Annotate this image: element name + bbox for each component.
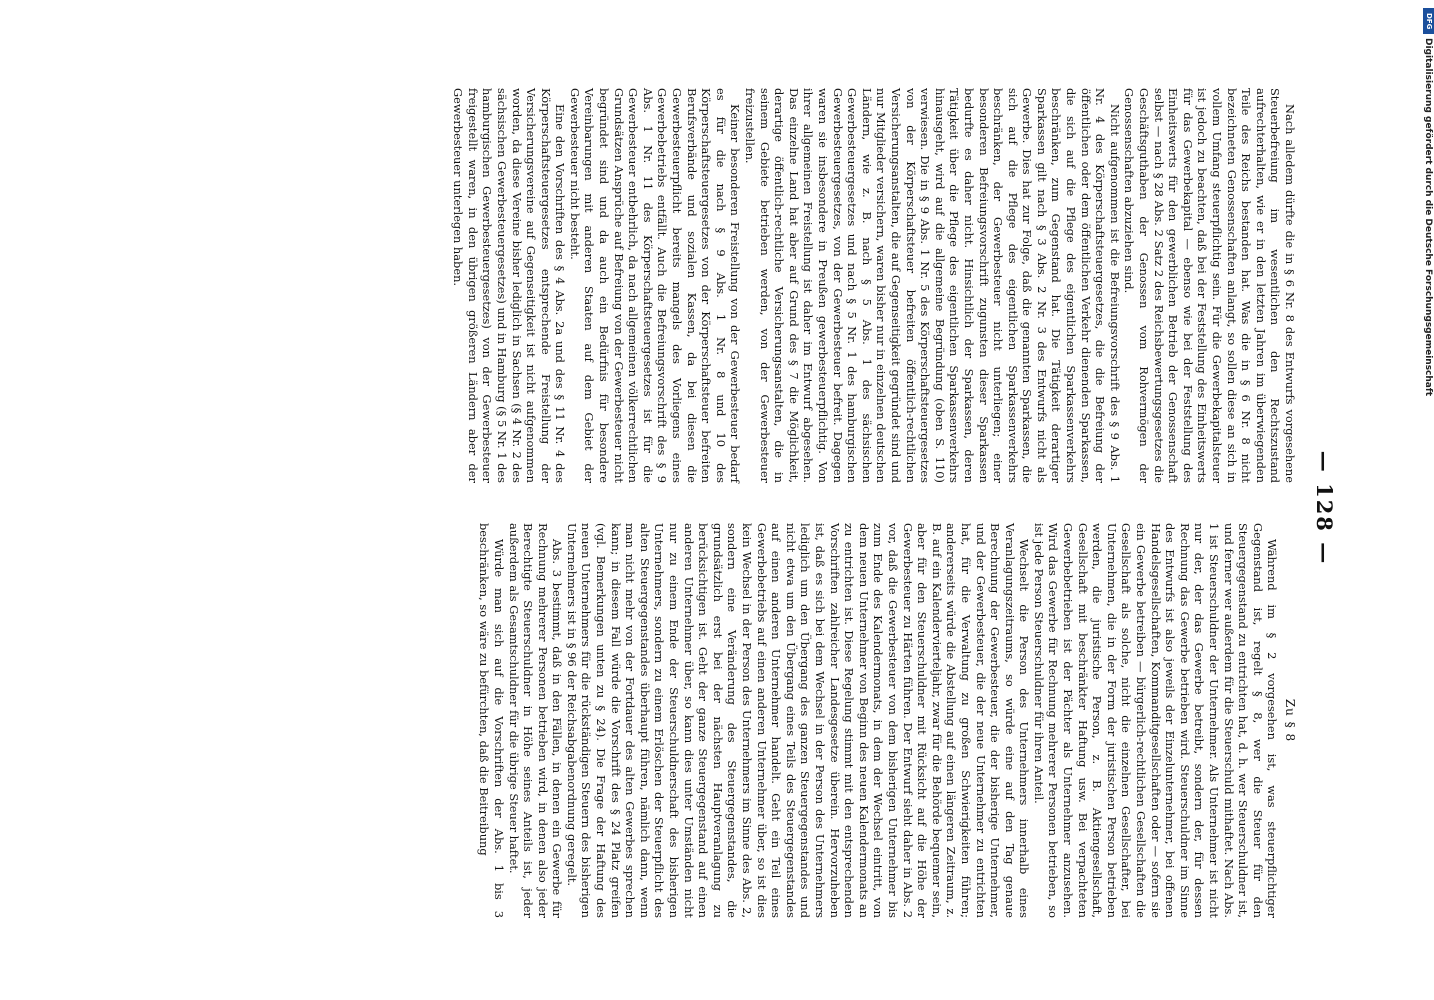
digitization-stamp [1423, 8, 1434, 458]
section-heading: Zu § 8 [1283, 698, 1297, 743]
rotated-document-page [135, 88, 1335, 928]
digitization-notice: Digitalisierung gefördert durch die Deutsche Forschungsgemeinschaft [1423, 38, 1433, 397]
paragraph: Würde man sich auf die Vorschriften der Abs. 1 bis 3 beschränken, so wäre zu befürchten, daß die Beitreibung [477, 523, 506, 918]
paragraph: Nach alledem dürfte die in § 6 Nr. 8 des Entwurfs vorgesehene Steuerbefreiung im wesentlichen den Rechtszustand aufrechterhalten, wie er in den letzten Jahren im überwiegenden Teile des Reichs bestanden hat. Was die in § 6 Nr. 8 nicht bezeichneten Genossenschaften anlangt, so sollen diese an sich in vollem Umfang steuerpflichtig sein. Für die Gewerbekapitalsteuer ist jedoch zu beachten, daß bei der Feststellung des Einheitswerts für das Gewerbekapital — ebenso wie bei der Feststellung des Einheitswerts für den gewerblichen Betrieb der Genossenschaft selbst — nach § 28 Abs. 2 Satz 2 des Reichsbewertungsgesetzes die Geschäftsguthaben der Genossen vom Rohvermögen der Genossenschaften abzuziehen sind. [1122, 88, 1297, 483]
paragraph: Wechselt die Person des Unternehmers innerhalb eines Veranlagungszeitraums, so würde eine auf den Tag genaue Berechnung der Gewerbesteuer, die der bisherige Unternehmer, und der Gewerbesteuer, die der neue Unternehmer zu entrichten hat, für die Verwaltung zu großen Schwierigkeiten führen; andererseits würde die Abstellung auf einen längeren Zeitraum, z. B. auf ein Kalendervierteljahr, zwar für die Behörde bequemer sein, aber für den Steuerschuldner mit Rücksicht auf die Höhe der Gewerbesteuer zu Härten führen. Der Entwurf sieht daher in Abs. 2 vor, daß die Gewerbesteuer von dem bisherigen Unternehmer bis zum Ende des Kalendermonats, in dem der Wechsel eintritt, von dem neuen Unternehmer von Beginn des neuen Kalendermonats an zu entrichten ist. Diese Regelung stimmt mit den entsprechenden Vorschriften zahlreicher Landesgesetze überein. Hervorzuheben ist, daß es sich bei dem Wechsel in der Person des Unternehmers lediglich um den Übergang des ganzen Steuergegenstandes und nicht etwa um den Übergang eines Teils des Steuergegenstandes auf einen anderen Unternehmer handelt. Geht ein Teil eines Gewerbebetriebs auf einen anderen Unternehmer über, so ist dies kein Wechsel in der Person des Unternehmers im Sinne des Abs. 2, sondern eine Veränderung des Steuergegenstandes, die grundsätzlich erst bei der nächsten Hauptveranlagung zu berücksichtigen ist. Geht der ganze Steuergegenstand auf einen anderen Unternehmer über, so kann dies unter Umständen nicht nur zu einem Ende der Steuerschuldnerschaft des bisherigen Unternehmers, sondern zu einem Erlöschen der Steuerpflicht des alten Steuergegenstandes überhaupt führen, nämlich dann, wenn man nicht mehr von der Fortdauer des alten Gewerbes sprechen kann; in diesem Fall würde die Vorschrift des § 24 Platz greifen (vgl. Bemerkungen unten zu § 24). Die Frage der Haftung des neuen Unternehmers für die rückständigen Steuern des bisherigen Unternehmers ist in § 96 der Reichsabgabenordnung geregelt. [564, 523, 1032, 918]
paragraph: Eine den Vorschriften des § 4 Abs. 2a und des § 11 Nr. 4 des Körperschaftsteuergesetzes entsprechende Freistellung der Versicherungsvereine auf Gegenseitigkeit ist nicht aufgenommen worden, da diese Vereine bisher lediglich in Sachsen (§ 4 Nr. 2 des sächsischen Gewerbesteuergesetzes) und in Hamburg (§ 5 Nr. 1 des hamburgischen Gewerbesteuergesetzes) von der Gewerbesteuer freigestellt waren, in den übrigen größeren Ländern aber der Gewerbesteuer unterlegen haben. [451, 88, 568, 483]
right-text-column [477, 523, 1297, 918]
page-number: — 128 — [1312, 450, 1337, 566]
paragraph: Abs. 3 bestimmt, daß in den Fällen, in denen ein Gewerbe für Rechnung mehrerer Personen betrieben wird, in denen also jeder Berechtigte Steuerschuldner in Höhe seines Anteils ist, jeder außerdem als Gesamtschuldner für die übrige Steuer haftet. [506, 523, 565, 918]
dfg-logo: DFG [1423, 8, 1434, 34]
paragraph: Während im § 2 vorgesehen ist, was steuerpflichtiger Gegenstand ist, regelt § 8, wer die Steuer für den Steuergegenstand zu entrichten hat, d. h. wer Steuerschuldner ist, und ferner wer außerdem für die Steuerschuld mithaftet. Nach Abs. 1 ist Steuerschuldner der Unternehmer. Als Unternehmer ist nicht nur der, der das Gewerbe betreibt, sondern der, für dessen Rechnung das Gewerbe betrieben wird. Steuerschuldner im Sinne des Entwurfs ist also jeweils der Einzelunternehmer, bei offenen Handelsgesellschaften, Kommanditgesellschaften oder — sofern sie ein Gewerbe betreiben — bürgerlich-rechtlichen Gesellschaften die Gesellschaft als solche, nicht die einzelnen Gesellschafter, bei Unternehmen, die in der Form der juristischen Person betrieben werden, die juristische Person, z. B. Aktiengesellschaft, Gesellschaft mit beschränkter Haftung usw. Bei verpachteten Gewerbebetrieben ist der Pächter als Unternehmer anzusehen. Wird das Gewerbe für Rechnung mehrerer Personen betrieben, so ist jede Person Steuerschuldner für ihren Anteil. [1031, 523, 1280, 918]
left-text-column [451, 88, 1297, 483]
paragraph: Nicht aufgenommen ist die Befreiungsvorschrift des § 9 Abs. 1 Nr. 4 des Körperschaftsteuergesetzes, die die Befreiung der öffentlichen oder dem öffentlichen Verkehr dienenden Sparkassen, die sich auf die Pflege des eigentlichen Sparkassenverkehrs beschränken, zum Gegenstand hat. Die Tätigkeit derartiger Sparkassen gilt nach § 3 Abs. 2 Nr. 3 des Entwurfs nicht als Gewerbe. Dies hat zur Folge, daß die genannten Sparkassen, die sich auf die Pflege des eigentlichen Sparkassenverkehrs beschränken, der Gewerbesteuer nicht unterliegen; einer besonderen Befreiungsvorschrift zugunsten dieser Sparkassen bedurfte es daher nicht. Hinsichtlich der Sparkassen, deren Tätigkeit über die Pflege des eigentlichen Sparkassenverkehrs hinausgeht, wird auf die allgemeine Begründung (oben S. 110) verwiesen. Die in § 9 Abs. 1 Nr. 5 des Körperschaftsteuergesetzes von der Körperschaftsteuer befreiten öffentlich-rechtlichen Versicherungsanstalten, die auf Gegenseitigkeit gegründet sind und nur Mitglieder versichern, waren bisher nur in einzelnen deutschen Ländern, wie z. B. nach § 5 Abs. 1 des sächsischen Gewerbesteuergesetzes und nach § 5 Nr. 1 des hamburgischen Gewerbesteuergesetzes, von der Gewerbesteuer befreit. Dagegen waren sie insbesondere in Preußen gewerbesteuerpflichtig. Von ihrer allgemeinen Freistellung ist daher im Entwurf abgesehen. Das einzelne Land hat aber auf Grund des § 7 die Möglichkeit, derartige öffentlich-rechtliche Versicherungsanstalten, die in seinem Gebiete betrieben werden, von der Gewerbesteuer freizustellen. [743, 88, 1122, 483]
paragraph: Keiner besonderen Freistellung von der Gewerbesteuer bedarf es für die nach § 9 Abs. 1 Nr. 8 und 10 des Körperschaftsteuergesetzes von der Körperschaftsteuer befreiten Berufsverbände und sozialen Kassen, da bei diesen die Gewerbesteuerpflicht bereits mangels des Vorliegens eines Gewerbebetriebs entfällt. Auch die Befreiungsvorschrift des § 9 Abs. 1 Nr. 11 des Körperschaftsteuergesetzes ist für die Gewerbesteuer entbehrlich, da nach allgemeinen völkerrechtlichen Grundsätzen Ansprüche auf Befreiung von der Gewerbesteuer nicht begründet sind und da auch ein Bedürfnis für besondere Vereinbarungen mit anderen Staaten auf dem Gebiet der Gewerbesteuer nicht besteht. [567, 88, 743, 483]
